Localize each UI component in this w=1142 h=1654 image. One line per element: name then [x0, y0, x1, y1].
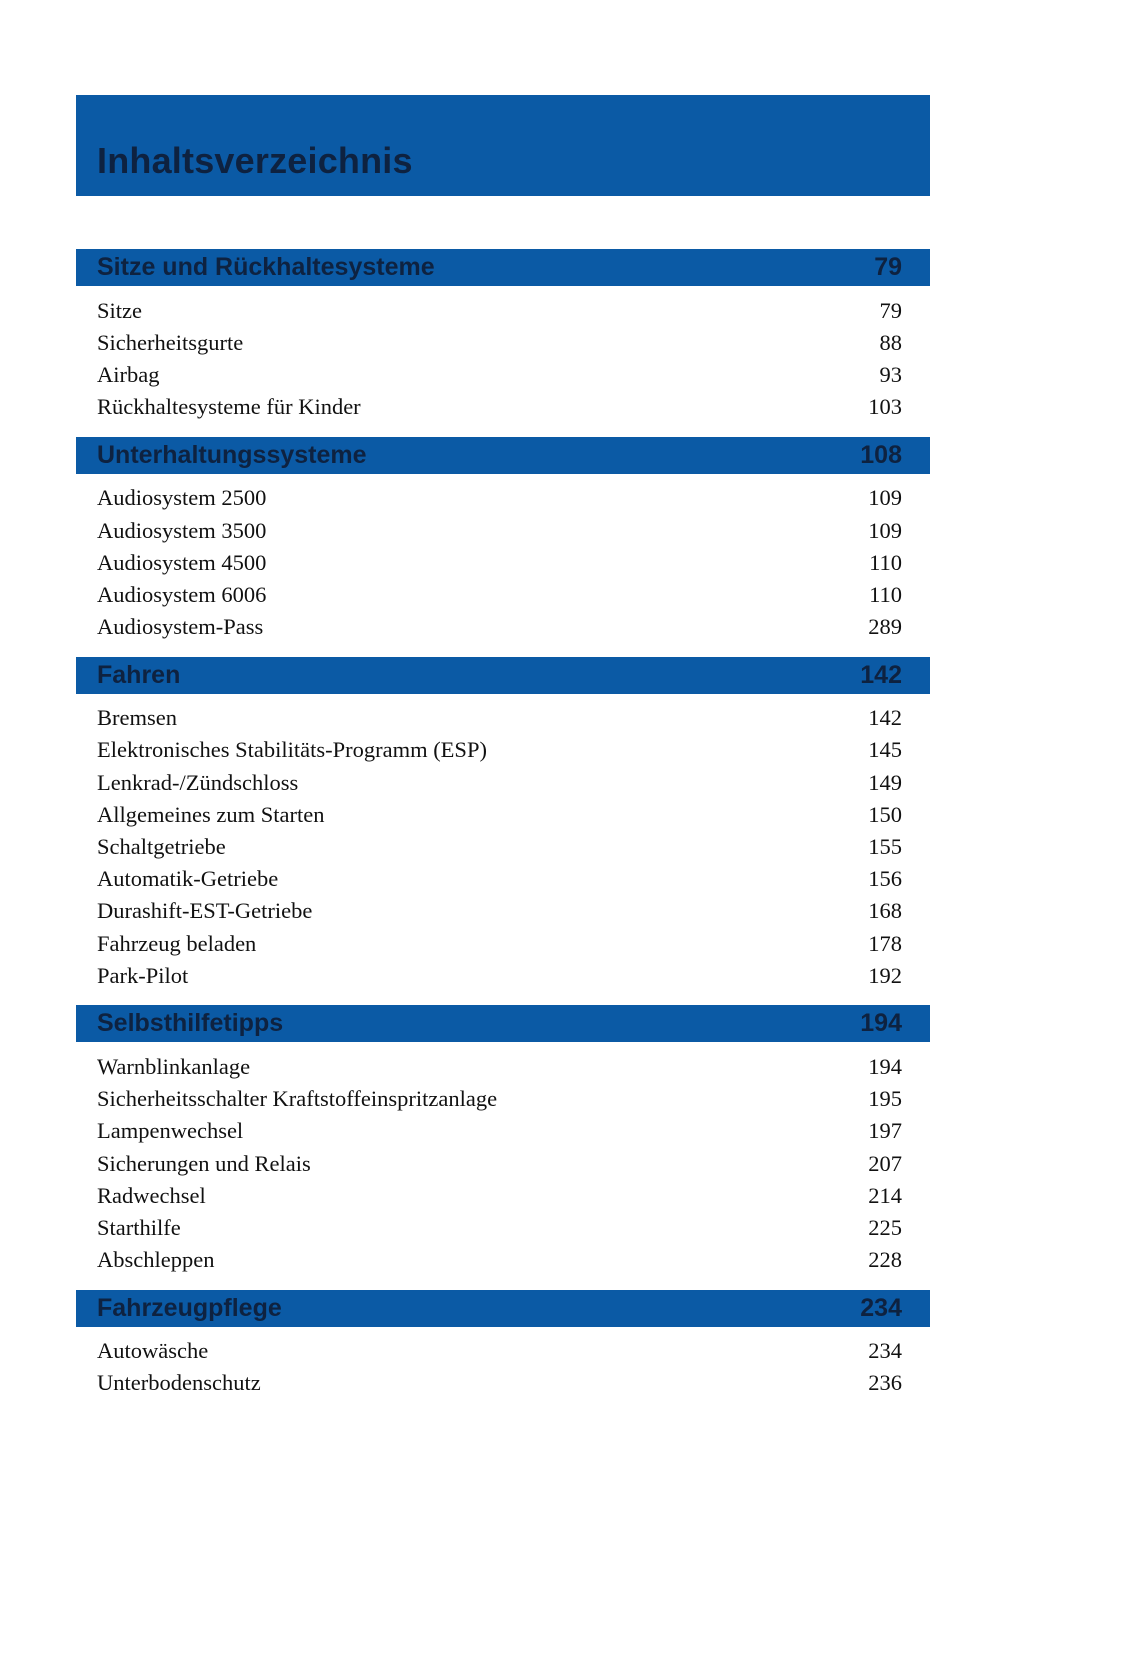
entry-label: Automatik-Getriebe: [97, 866, 279, 892]
toc-entry: [97, 830, 902, 862]
toc-entry: [97, 578, 902, 610]
entry-label: Abschleppen: [97, 1247, 215, 1273]
toc-entry: [97, 1244, 902, 1276]
toc-entry: [97, 959, 902, 991]
toc-entry: [97, 1147, 902, 1179]
section-header: [76, 1005, 930, 1042]
section-page-number: 142: [860, 660, 902, 689]
toc-entry: [97, 702, 902, 734]
toc-entry: [97, 1211, 902, 1243]
entry-page-number: 110: [869, 581, 902, 607]
entry-page-number: 109: [868, 485, 902, 511]
toc-entry: [97, 1083, 902, 1115]
entry-page-number: 207: [868, 1150, 902, 1176]
section-title: Selbsthilfetipps: [97, 1009, 284, 1038]
section-page-number: 79: [874, 253, 902, 281]
toc-sections: [76, 249, 930, 1399]
entry-page-number: 109: [868, 517, 902, 543]
entry-page-number: 93: [879, 361, 902, 387]
entry-label: Radwechsel: [97, 1182, 206, 1208]
section-page-number: 108: [860, 440, 902, 469]
entry-page-number: 79: [879, 297, 902, 323]
toc-entry: [97, 766, 902, 798]
toc-entry: [97, 482, 902, 514]
entry-page-number: 142: [868, 705, 902, 731]
entry-page-number: 289: [868, 614, 902, 640]
page-title-banner: [76, 95, 930, 196]
entry-label: Durashift-EST-Getriebe: [97, 898, 313, 924]
entry-label: Audiosystem 3500: [97, 517, 267, 543]
toc-entry: [97, 1367, 902, 1399]
toc-entry: [97, 895, 902, 927]
section-header: [76, 249, 930, 286]
section-title: Sitze und Rückhaltesysteme: [97, 253, 435, 281]
entry-page-number: 149: [868, 769, 902, 795]
section-header: [76, 1290, 930, 1327]
section-header: [76, 437, 930, 474]
page-title: Inhaltsverzeichnis: [97, 139, 413, 181]
toc-entry: [97, 1050, 902, 1082]
section-entries: [76, 294, 930, 423]
entry-label: Lenkrad-/Zündschloss: [97, 769, 299, 795]
entry-page-number: 236: [868, 1370, 902, 1396]
section-entries: [76, 1050, 930, 1275]
toc-section: [76, 1005, 930, 1275]
toc-entry: [97, 391, 902, 423]
entry-label: Unterbodenschutz: [97, 1370, 261, 1396]
entry-label: Lampenwechsel: [97, 1118, 244, 1144]
toc-entry: [97, 546, 902, 578]
toc-entry: [97, 514, 902, 546]
section-page-number: 194: [860, 1009, 902, 1038]
toc-section: [76, 249, 930, 423]
toc-entry: [97, 863, 902, 895]
section-title: Unterhaltungssysteme: [97, 440, 367, 469]
toc-entry: [97, 1115, 902, 1147]
entry-label: Sitze: [97, 297, 142, 323]
entry-label: Airbag: [97, 361, 160, 387]
entry-page-number: 178: [868, 930, 902, 956]
entry-label: Fahrzeug beladen: [97, 930, 257, 956]
section-title: Fahren: [97, 660, 181, 689]
entry-label: Elektronisches Stabilitäts-Programm (ESP): [97, 737, 487, 763]
entry-page-number: 156: [868, 866, 902, 892]
toc-entry: [97, 358, 902, 390]
entry-label: Audiosystem-Pass: [97, 614, 264, 640]
section-entries: [76, 1335, 930, 1399]
toc-entry: [97, 1335, 902, 1367]
toc-entry: [97, 1179, 902, 1211]
entry-page-number: 192: [868, 962, 902, 988]
entry-page-number: 103: [868, 394, 902, 420]
entry-label: Audiosystem 2500: [97, 485, 267, 511]
section-page-number: 234: [860, 1293, 902, 1322]
entry-page-number: 145: [868, 737, 902, 763]
entry-label: Allgemeines zum Starten: [97, 801, 325, 827]
entry-label: Sicherungen und Relais: [97, 1150, 311, 1176]
entry-label: Autowäsche: [97, 1338, 209, 1364]
toc-section: [76, 657, 930, 992]
toc-section: [76, 1290, 930, 1399]
entry-page-number: 168: [868, 898, 902, 924]
entry-label: Rückhaltesysteme für Kinder: [97, 394, 361, 420]
entry-label: Audiosystem 6006: [97, 581, 267, 607]
section-entries: [76, 702, 930, 992]
entry-label: Schaltgetriebe: [97, 834, 226, 860]
toc-entry: [97, 611, 902, 643]
toc-entry: [97, 798, 902, 830]
toc-entry: [97, 734, 902, 766]
entry-label: Bremsen: [97, 705, 177, 731]
entry-page-number: 150: [868, 801, 902, 827]
entry-page-number: 194: [868, 1053, 902, 1079]
entry-label: Audiosystem 4500: [97, 549, 267, 575]
entry-page-number: 195: [868, 1086, 902, 1112]
entry-page-number: 88: [879, 329, 902, 355]
entry-page-number: 110: [869, 549, 902, 575]
entry-label: Warnblinkanlage: [97, 1053, 251, 1079]
entry-page-number: 234: [868, 1338, 902, 1364]
entry-page-number: 214: [868, 1182, 902, 1208]
section-header: [76, 657, 930, 694]
entry-page-number: 155: [868, 834, 902, 860]
section-entries: [76, 482, 930, 643]
entry-page-number: 225: [868, 1214, 902, 1240]
entry-label: Sicherheitsgurte: [97, 329, 244, 355]
entry-label: Starthilfe: [97, 1214, 181, 1240]
entry-label: Sicherheitsschalter Kraftstoffeinspritzanlage: [97, 1086, 498, 1112]
entry-page-number: 197: [868, 1118, 902, 1144]
entry-page-number: 228: [868, 1247, 902, 1273]
toc-entry: [97, 326, 902, 358]
toc-section: [76, 437, 930, 643]
toc-entry: [97, 927, 902, 959]
entry-label: Park-Pilot: [97, 962, 189, 988]
section-title: Fahrzeugpflege: [97, 1293, 282, 1322]
toc-entry: [97, 294, 902, 326]
